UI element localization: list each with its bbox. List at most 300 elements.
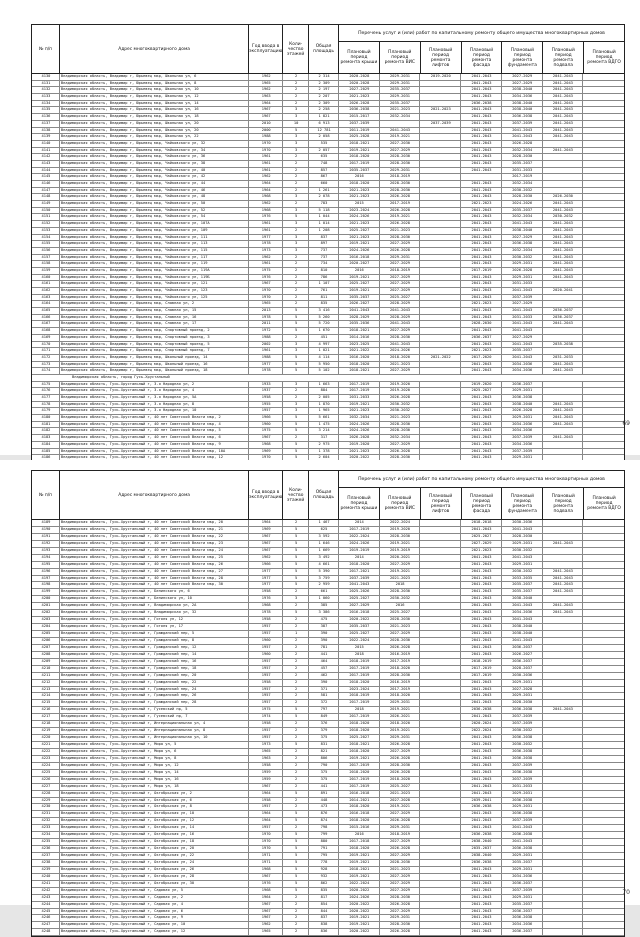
cell-year: 1965 [249,749,283,755]
table-section-row [32,375,624,382]
table-row [32,902,624,909]
table-row [32,853,624,860]
cell-lifts [420,388,461,394]
cell-foundation: 2041-2043 [502,527,543,533]
cell-floors: 2 [283,295,309,301]
cell-num: 4221 [32,742,60,748]
table-row [32,860,624,867]
cell-area: 2 258 [309,107,339,113]
cell-vdgo [583,221,624,227]
cell-basement: 2041-2043 [543,255,584,261]
cell-foundation: 2017-2019 [502,174,543,180]
cell-floors: 5 [283,714,309,720]
cell-foundation: 2027-2029 [502,81,543,87]
cell-foundation: 2041-2043 [502,221,543,227]
cell-address: Владимирская область, Гусь-Хрустальный г, Гражданский пер, 18 [60,666,249,672]
cell-roof: 2017-2019 [339,763,380,769]
table-row [32,74,624,81]
cell-area: 372 [309,700,339,706]
cell-year: 1973 [249,742,283,748]
cell-facade: 2041-2043 [461,194,502,200]
cell-floors: 2 [283,268,309,274]
cell-roof: 2021-2023 [339,188,380,194]
cell-basement [543,652,584,658]
cell-basement [543,624,584,630]
cell-num: 4181 [32,422,60,428]
table-row [32,141,624,148]
cell-vis: 2041-2043 [380,342,421,348]
cell-area: 5 661 [309,415,339,421]
table-row [32,442,624,449]
header-works-group [339,471,624,519]
cell-lifts [420,749,461,755]
header-year: Год ввода в эксплуатацию [249,25,283,73]
cell-vdgo [583,929,624,935]
cell-floors: 2 [283,617,309,623]
cell-area: 660 [309,181,339,187]
cell-area: 854 [309,902,339,908]
cell-vis: 2021-2023 [380,867,421,873]
cell-address: Владимирская область, Владимир г, Юрьевец мкр, Школьная ул, 16 [60,107,249,113]
cell-roof: 2015-2016 [339,825,380,831]
table-row [32,402,624,409]
cell-roof: 2035-2037 [339,624,380,630]
cell-roof: 2015-2017 [339,114,380,120]
cell-address: Владимирская область, Гусь-Хрустальный г, 40 лет Советской Власти мкр, 9 [60,442,249,448]
cell-vis: 2027-2029 [380,275,421,281]
cell-facade: 2021-2023 [461,548,502,554]
cell-year: 1971 [249,860,283,866]
cell-lifts [420,435,461,441]
table-row [32,134,624,141]
cell-area: 390 [309,631,339,637]
cell-num: 4207 [32,645,60,651]
cell-vis [380,121,421,127]
cell-num: 4240 [32,874,60,880]
cell-vdgo [583,107,624,113]
table-row [32,798,624,805]
cell-num: 4203 [32,617,60,623]
cell-foundation: 2030-2032 [502,728,543,734]
cell-year: 1972 [249,328,283,334]
cell-floors: 5 [283,832,309,838]
cell-floors: 2 [283,188,309,194]
cell-floors: 3 [283,408,309,414]
table-row [32,735,624,742]
cell-foundation: 2034-2036 [502,874,543,880]
cell-year: 1961 [249,261,283,267]
cell-area: 849 [309,714,339,720]
cell-roof: 2018-2021 [339,141,380,147]
cell-vdgo [583,791,624,797]
cell-foundation: 2036-2038 [502,798,543,804]
cell-floors: 2 [283,228,309,234]
cell-roof: 2019-2020 [339,442,380,448]
cell-vdgo [583,811,624,817]
cell-lifts: 2021-2023 [420,107,461,113]
cell-foundation: 2034-2036 [502,422,543,428]
table-page-1 [31,24,625,476]
cell-foundation: 2038-2040 [502,596,543,602]
cell-roof: 2018-2021 [339,867,380,873]
cell-vdgo [583,295,624,301]
cell-lifts [420,428,461,434]
cell-year: 1967 [249,874,283,880]
cell-num: 4144 [32,168,60,174]
cell-foundation: 2026-2028 [502,141,543,147]
cell-roof: 2035-2037 [339,168,380,174]
table-row [32,631,624,638]
cell-floors: 3 [283,241,309,247]
table-row [32,315,624,322]
cell-foundation: 2030-2032 [502,255,543,261]
cell-year: 1965 [249,301,283,307]
cell-address: Владимирская область, Гусь-Хрустальный г, Владимирская ул, 2А [60,603,249,609]
cell-address: Владимирская область, Гусь-Хрустальный г, Октябрьская ул, 8 [60,804,249,810]
cell-facade: 2041-2043 [461,652,502,658]
cell-floors: 2 [283,81,309,87]
cell-facade: 2027-2029 [461,541,502,547]
header-works-title: Перечень услуг и (или) работ по капитальному ремонту общего имущества многоквартирных домов [339,25,624,42]
cell-vis: 2029-2031 [380,700,421,706]
table-row [32,174,624,181]
table-row [32,680,624,687]
cell-foundation: 2041-2043 [502,603,543,609]
cell-address: Владимирская область, Гусь-Хрустальный г, Владимирская ул, 32 [60,610,249,616]
cell-area: 837 [309,235,339,241]
cell-floors: 2 [283,666,309,672]
cell-basement [543,548,584,554]
cell-roof: 2016 [339,174,380,180]
cell-foundation: 2041-2043 [502,321,543,327]
cell-address: Владимирская область, Гусь-Хрустальный г, Садовая ул, 2 [60,895,249,901]
cell-area: 874 [309,818,339,824]
cell-roof: 2024-2026 [339,422,380,428]
cell-vis: 2027-2029 [380,853,421,859]
cell-roof: 2019-2021 [339,402,380,408]
cell-address: Владимирская область, Гусь-Хрустальный г, 40 лет Советской Власти мкр, 26 [60,562,249,568]
cell-foundation: 2027-2029 [502,74,543,80]
cell-num: 4166 [32,315,60,321]
cell-year: 1970 [249,846,283,852]
cell-facade: 2041-2043 [461,902,502,908]
cell-vis: 2028-2030 [380,335,421,341]
cell-floors: 2 [283,589,309,595]
cell-basement: 2041-2043 [543,134,584,140]
cell-floors: 2 [283,301,309,307]
table-row [32,268,624,275]
cell-year: 1965 [249,81,283,87]
cell-foundation: 2029-2031 [502,415,543,421]
table-row [32,295,624,302]
cell-num: 4242 [32,888,60,894]
cell-basement [543,693,584,699]
cell-lifts [420,659,461,665]
table-row [32,288,624,295]
cell-floors: 2 [283,161,309,167]
cell-foundation: 2034-2036 [502,442,543,448]
cell-facade: 2041-2043 [461,181,502,187]
cell-area: 625 [309,527,339,533]
cell-basement: 2041-2043 [543,582,584,588]
cell-roof: 2036-2038 [339,107,380,113]
cell-vdgo [583,268,624,274]
cell-address: Владимирская область, Гусь-Хрустальный г, Садовая ул, 9 [60,915,249,921]
cell-roof: 2018 [339,652,380,658]
table-row [32,188,624,195]
cell-roof: 2022-2024 [339,534,380,540]
cell-lifts [420,673,461,679]
cell-area: 857 [309,168,339,174]
cell-vdgo [583,114,624,120]
cell-lifts [420,617,461,623]
page-sheet-2 [0,460,640,934]
cell-area: 475 [309,617,339,623]
cell-address: Владимирская область, Владимир г, Юрьевец мкр, Чайковского ул, 115 [60,248,249,254]
cell-lifts [420,589,461,595]
cell-basement [543,853,584,859]
cell-facade: 2041-2043 [461,770,502,776]
cell-vis: 2027-2029 [380,328,421,334]
cell-basement: 2041-2043 [543,121,584,127]
cell-basement: 2041-2043 [543,248,584,254]
cell-address: Владимирская область, Гусь-Хрустальный г, Гусевский пр, 5 [60,707,249,713]
cell-foundation: 2026-2028 [502,408,543,414]
cell-roof: 2018-2019 [339,693,380,699]
cell-lifts [420,825,461,831]
cell-vis: 2029-2031 [380,255,421,261]
cell-address: Владимирская область, Гусь-Хрустальный г, 40 лет Советской Власти мкр, 10А [60,449,249,455]
cell-roof: 2035-2037 [339,295,380,301]
cell-area: 1 378 [309,449,339,455]
cell-roof: 2025-2027 [339,228,380,234]
cell-vis: 2026-2021 [380,714,421,720]
cell-vis: 2028-2030 [380,428,421,434]
cell-year: 1957 [249,624,283,630]
cell-address: Владимирская область, Гусь-Хрустальный г, Садовая ул, 6 [60,909,249,915]
cell-lifts [420,261,461,267]
cell-area: 1 663 [309,382,339,388]
cell-lifts [420,846,461,852]
cell-floors: 2 [283,281,309,287]
table-row [32,301,624,308]
cell-address: Владимирская область, Гусь-Хрустальный г, Мира ул, 5 [60,742,249,748]
cell-lifts [420,161,461,167]
cell-basement [543,395,584,401]
cell-facade: 2041-2043 [461,596,502,602]
table-row [32,368,624,375]
cell-area: 5 118 [309,208,339,214]
cell-facade: 2041-2043 [461,874,502,880]
cell-floors: 2 [283,261,309,267]
cell-floors: 5 [283,355,309,361]
cell-vis: 2027-2029 [380,881,421,887]
cell-vdgo [583,680,624,686]
table-row [32,148,624,155]
cell-roof: 2017-2019 [339,161,380,167]
cell-year: 1977 [249,569,283,575]
cell-year: 1959 [249,770,283,776]
cell-foundation: 2036-2038 [502,735,543,741]
cell-floors: 5 [283,548,309,554]
cell-year: 1976 [249,596,283,602]
cell-foundation: 2041-2043 [502,555,543,561]
cell-foundation: 2031-2033 [502,784,543,790]
cell-year: 1970 [249,288,283,294]
cell-num: 4198 [32,582,60,588]
cell-floors: 5 [283,541,309,547]
cell-foundation: 2035-2037 [502,208,543,214]
cell-num: 4241 [32,881,60,887]
cell-facade: 2041-2043 [461,121,502,127]
cell-num: 4192 [32,541,60,547]
cell-vdgo [583,846,624,852]
cell-vdgo [583,749,624,755]
cell-foundation: 2029-2031 [502,895,543,901]
cell-floors: 5 [283,562,309,568]
cell-vdgo [583,101,624,107]
cell-basement: 2026-2030 [543,194,584,200]
cell-area: 806 [309,756,339,762]
cell-floors: 5 [283,321,309,327]
cell-lifts [420,853,461,859]
table-row [32,221,624,228]
cell-vis: 2028-2030 [380,860,421,866]
table-row [32,728,624,735]
table-row [32,652,624,659]
cell-foundation: 2037-2039 [502,818,543,824]
cell-area: 5 260 [309,315,339,321]
cell-floors: 2 [283,673,309,679]
cell-foundation: 2036-2038 [502,756,543,762]
cell-basement [543,659,584,665]
cell-vis: 2024-2026 [380,348,421,354]
cell-area: 3 592 [309,534,339,540]
cell-area: 810 [309,268,339,274]
cell-foundation: 2036-2038 [502,811,543,817]
cell-roof: 2018-2020 [339,154,380,160]
cell-address: Владимирская область, Гусь-Хрустальный г, Октябрьская ул, 6 [60,798,249,804]
cell-basement [543,154,584,160]
cell-vdgo [583,645,624,651]
cell-num: 4243 [32,895,60,901]
cell-basement: 2041-2043 [543,422,584,428]
cell-basement: 2041-2043 [543,362,584,368]
cell-vis: 2019-2021 [380,569,421,575]
cell-basement: 2020-2041 [543,288,584,294]
cell-address: Владимирская область, Владимир г, Юрьевец мкр, Чайковского ул, 50 [60,201,249,207]
cell-address: Владимирская область, Владимир г, Юрьевец мкр, Школьная ул, 20 [60,121,249,127]
cell-lifts [420,382,461,388]
cell-area: 441 [309,784,339,790]
cell-basement [543,909,584,915]
cell-basement [543,335,584,341]
cell-vis: 2028-2030 [380,589,421,595]
cell-foundation: 2037-2039 [502,714,543,720]
cell-foundation: 2035-2037 [502,902,543,908]
cell-vdgo [583,435,624,441]
cell-basement: 2041-2043 [543,87,584,93]
table-row [32,596,624,603]
cell-address: Владимирская область, Владимир г, Юрьевец мкр, Спортивный проезд, 2 [60,328,249,334]
cell-vdgo [583,87,624,93]
cell-vis: 2026-2028 [380,770,421,776]
cell-vdgo [583,134,624,140]
cell-area: 734 [309,261,339,267]
cell-vis: 2032-2034 [380,435,421,441]
cell-vis: 2032-2034 [380,114,421,120]
cell-lifts [420,569,461,575]
cell-roof: 2020-2022 [339,902,380,908]
cell-floors: 5 [283,576,309,582]
cell-vis: 2026-2028 [380,248,421,254]
cell-basement: 2041-2043 [543,101,584,107]
header-works-subs [339,488,624,519]
cell-floors: 3 [283,114,309,120]
cell-roof: 2041-2043 [339,582,380,588]
cell-year: 1957 [249,673,283,679]
cell-basement [543,673,584,679]
cell-floors: 2 [283,645,309,651]
cell-address: Владимирская область, Владимир г, Юрьевец мкр, Школьная ул, 20 [60,128,249,134]
cell-floors: 3 [283,235,309,241]
header-foundation: Плановый период ремонта фундамента [502,42,543,73]
cell-basement: 2031-2033 [543,355,584,361]
cell-vdgo [583,915,624,921]
table-row [32,666,624,673]
cell-floors: 2 [283,101,309,107]
cell-facade: 2041-2043 [461,275,502,281]
cell-foundation: 2041-2043 [502,355,543,361]
cell-vis: 2026-2028 [380,194,421,200]
cell-facade: 2041-2043 [461,631,502,637]
cell-vdgo [583,569,624,575]
cell-foundation: 2035-2037 [502,348,543,354]
cell-facade: 2041-2043 [461,148,502,154]
cell-vdgo [583,818,624,824]
table-row [32,107,624,114]
cell-foundation: 2036-2037 [502,645,543,651]
cell-vis: 2019-2021 [380,541,421,547]
table-row [32,825,624,832]
cell-num: 4231 [32,811,60,817]
cell-year: 1968 [249,208,283,214]
table-row [32,756,624,763]
cell-floors: 5 [283,128,309,134]
cell-foundation: 2041-2043 [502,134,543,140]
cell-num: 4228 [32,791,60,797]
cell-num: 4205 [32,631,60,637]
cell-vis: 2041-2043 [380,128,421,134]
cell-lifts [420,687,461,693]
cell-num: 4147 [32,188,60,194]
cell-floors: 2 [283,825,309,831]
cell-facade: 2041-2043 [461,922,502,928]
cell-address: Владимирская область, Гусь-Хрустальный г, Интернациональная ул, 8 [60,728,249,734]
cell-vdgo [583,168,624,174]
table-row [32,428,624,435]
cell-vis: 2017-2019 [380,687,421,693]
header-num: № п/п [32,471,60,519]
cell-vdgo [583,235,624,241]
cell-vdgo [583,742,624,748]
cell-address: Владимирская область, Гусь-Хрустальный г, 40 лет Советской Власти мкр, 23 [60,541,249,547]
cell-roof: 2020-2022 [339,929,380,935]
cell-year: 1969 [249,527,283,533]
cell-address: Владимирская область, Владимир г, Юрьевец мкр, Чайковского ул, 36 [60,154,249,160]
cell-vis: 2029-2031 [380,94,421,100]
cell-address: Владимирская область, Гусь-Хрустальный г, Садовая ул, 10 [60,922,249,928]
